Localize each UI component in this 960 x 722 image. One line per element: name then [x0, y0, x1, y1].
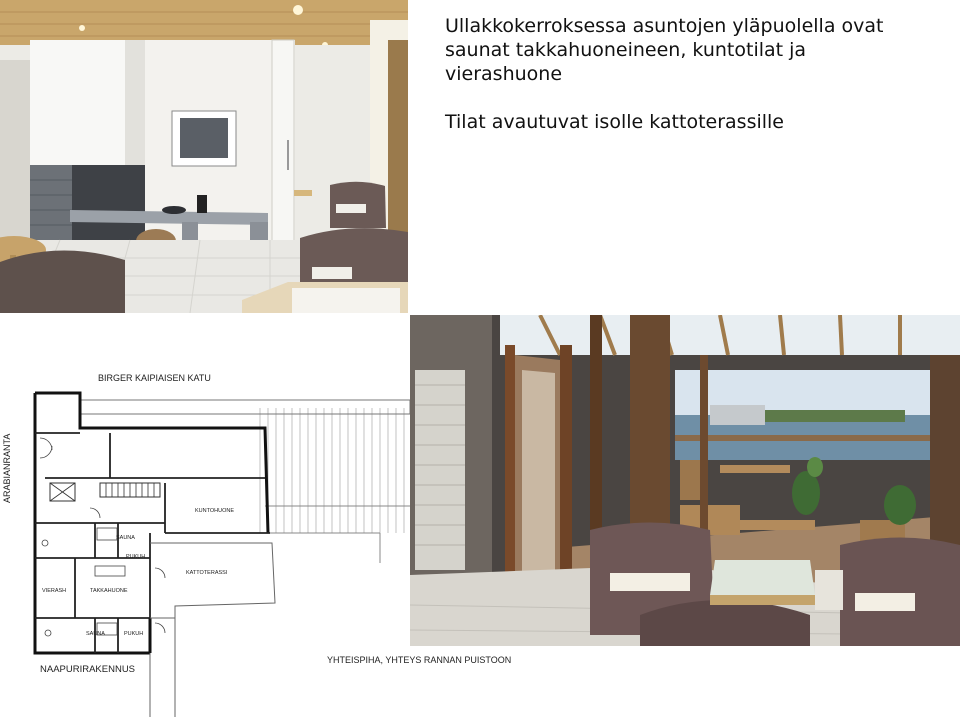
caption-line-3: vierashuone [445, 63, 563, 85]
terrace-photo-drawing [410, 315, 960, 646]
neighbor-building-label: NAAPURIRAKENNUS [40, 664, 136, 675]
interior-photo-drawing [0, 0, 408, 313]
room-label-sauna-upper: SAUNA [116, 535, 135, 541]
caption-line-4: Tilat avautuvat isolle kattoterassille [445, 111, 784, 133]
street-label-side: ARABIANRANTA [2, 433, 12, 503]
courtyard-label: YHTEISPIHA, YHTEYS RANNAN PUISTOON [327, 655, 512, 665]
slide-caption [445, 14, 945, 134]
floor-plan [0, 318, 512, 717]
interior-photo [0, 0, 408, 313]
street-label-top: BIRGER KAIPIAISEN KATU [98, 373, 211, 383]
room-label-vierash: VIERASH [42, 588, 67, 594]
caption-line-1: Ullakkokerroksessa asuntojen yläpuolella ovat [445, 15, 884, 37]
room-label-pukuh-lower: PUKUH [124, 631, 144, 637]
room-label-sauna-lower: SAUNA [86, 631, 105, 637]
room-label-pukuh-upper: PUKUH [126, 554, 146, 560]
room-label-takkahuone: TAKKAHUONE [90, 588, 128, 594]
caption-line-2: saunat takkahuoneineen, kuntotilat ja [445, 39, 807, 61]
room-label-kattoterassi: KATTOTERASSI [186, 570, 228, 576]
room-label-kuntohuone: KUNTOHUONE [195, 508, 235, 514]
terrace-photo [410, 315, 960, 646]
